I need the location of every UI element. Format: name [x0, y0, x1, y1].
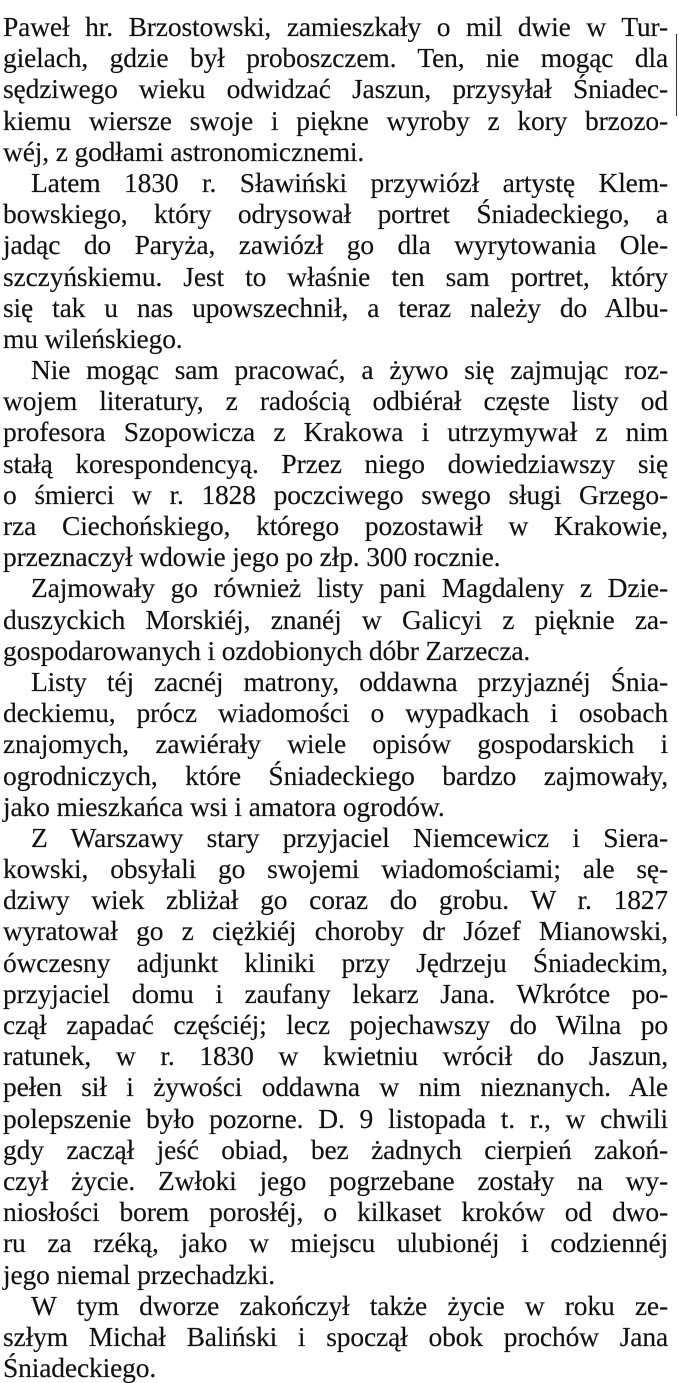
- text-line: wojem literatury, z radością odbiérał częste listy od: [3, 385, 668, 417]
- text-line: pełen sił i żywości oddawna w nim nieznanych. Ale: [3, 1071, 668, 1103]
- text-line: rza Ciechońskiego, którego pozostawił w Krakowie,: [3, 510, 668, 541]
- paragraph-2: [3, 167, 668, 354]
- text-line: Nie mogąc sam pracować, a żywo się zajmując roz-: [31, 354, 668, 386]
- text-line: wyratował go z ciężkiéj choroby dr Józef Mianowski,: [3, 915, 668, 947]
- text-line: jadąc do Paryża, zawiózł go dla wyrytowania Ole-: [3, 229, 668, 261]
- text-line: o śmierci w r. 1828 poczciwego swego sługi Grzego-: [3, 478, 668, 510]
- text-line: Listy téj zacnéj matrony, oddawna przyjaznéj Śnia-: [31, 665, 668, 697]
- text-line: kiemu wiersze swoje i piękne wyroby z kory brzozo-: [3, 104, 668, 136]
- text-line: niosłości borem porosłéj, o kilkaset kroków od dwo-: [3, 1196, 668, 1228]
- text-line: się tak u nas upowszechnił, a teraz należy do Albu-: [3, 291, 668, 323]
- text-line: gielach, gdzie był proboszczem. Ten, nie mogąc dla: [3, 42, 668, 74]
- text-line: jako mieszkańca wsi i amatora ogrodów.: [3, 790, 445, 822]
- text-line: Paweł hr. Brzostowski, zamieszkały o mil dwie w Tur-: [3, 11, 668, 42]
- paragraph-5: [3, 666, 668, 822]
- text-line: sędziwego wieku odwidzać Jaszun, przysyłał Śniadec-: [3, 73, 668, 105]
- text-line: szłym Michał Baliński i spoczął obok prochów Jana: [3, 1320, 668, 1352]
- paragraph-1: [3, 11, 668, 167]
- text-line: Latem 1830 r. Sławiński przywiózł artystę Klem-: [31, 166, 668, 198]
- paragraph-3: [3, 354, 668, 572]
- paragraph-4: [3, 572, 668, 666]
- text-line: dziwy wiek zbliżał go coraz do grobu. W r. 1827: [3, 884, 668, 916]
- text-line: przyjaciel domu i zaufany lekarz Jana. Wkrótce po-: [3, 977, 668, 1009]
- text-line: deckiemu, prócz wiadomości o wypadkach i osobach: [3, 697, 668, 729]
- text-line: polepszenie było pozorne. D. 9 listopada t. r., w chwili: [3, 1102, 668, 1134]
- text-line: mu wileńskiego.: [3, 322, 183, 354]
- text-line: Zajmowały go również listy pani Magdaleny z Dzie-: [31, 572, 668, 604]
- text-line: ówczesny adjunkt kliniki przy Jędrzeju Śniadeckim,: [3, 946, 668, 978]
- text-line: wéj, z godłami astronomicznemi.: [3, 135, 365, 167]
- text-line: jego niemal przechadzki.: [3, 1258, 276, 1290]
- text-line: przeznaczył wdowie jego po złp. 300 rocznie.: [3, 541, 501, 573]
- margin-rule-top: [676, 34, 677, 116]
- text-line: duszyckich Morskiéj, znanéj w Galicyi z pięknie za-: [3, 603, 668, 635]
- text-line: szczyńskiemu. Jest to właśnie ten sam portret, który: [3, 260, 668, 292]
- text-line: czył życie. Zwłoki jego pogrzebane zostały na wy-: [3, 1164, 668, 1196]
- text-line: bowskiego, który odrysował portret Śniadeckiego, a: [3, 198, 668, 230]
- text-line: gospodarowanych i ozdobionych dóbr Zarzecza.: [3, 634, 531, 666]
- text-line: gdy zaczął jeść obiad, bez żadnych cierpień zakoń-: [3, 1133, 668, 1165]
- text-line: znajomych, zawiérały wiele opisów gospodarskich i: [3, 728, 668, 760]
- text-line: kowski, obsyłali go swojemi wiadomościami; ale sę-: [3, 853, 668, 885]
- text-line: ogrodniczych, które Śniadeckiego bardzo zajmowały,: [3, 759, 668, 791]
- text-line: profesora Szopowicza z Krakowa i utrzymywał z nim: [3, 416, 668, 448]
- text-line: czął zapadać częściéj; lecz pojechawszy do Wilna po: [3, 1009, 668, 1040]
- paragraph-7: [3, 1290, 668, 1383]
- text-line: Z Warszawy stary przyjaciel Niemcewicz i Siera-: [31, 821, 668, 853]
- text-line: ru za rzéką, jako w miejscu ulubionéj i codziennéj: [3, 1227, 668, 1259]
- text-line: W tym dworze zakończył także życie w roku ze-: [31, 1289, 668, 1321]
- paragraph-6: [3, 822, 668, 1290]
- body-text: [3, 11, 668, 1383]
- text-line: Śniadeckiego.: [3, 1352, 157, 1383]
- text-line: ratunek, w r. 1830 w kwietniu wrócił do Jaszun,: [3, 1040, 668, 1072]
- text-line: stałą korespondencyą. Przez niego dowiedziawszy się: [3, 447, 668, 479]
